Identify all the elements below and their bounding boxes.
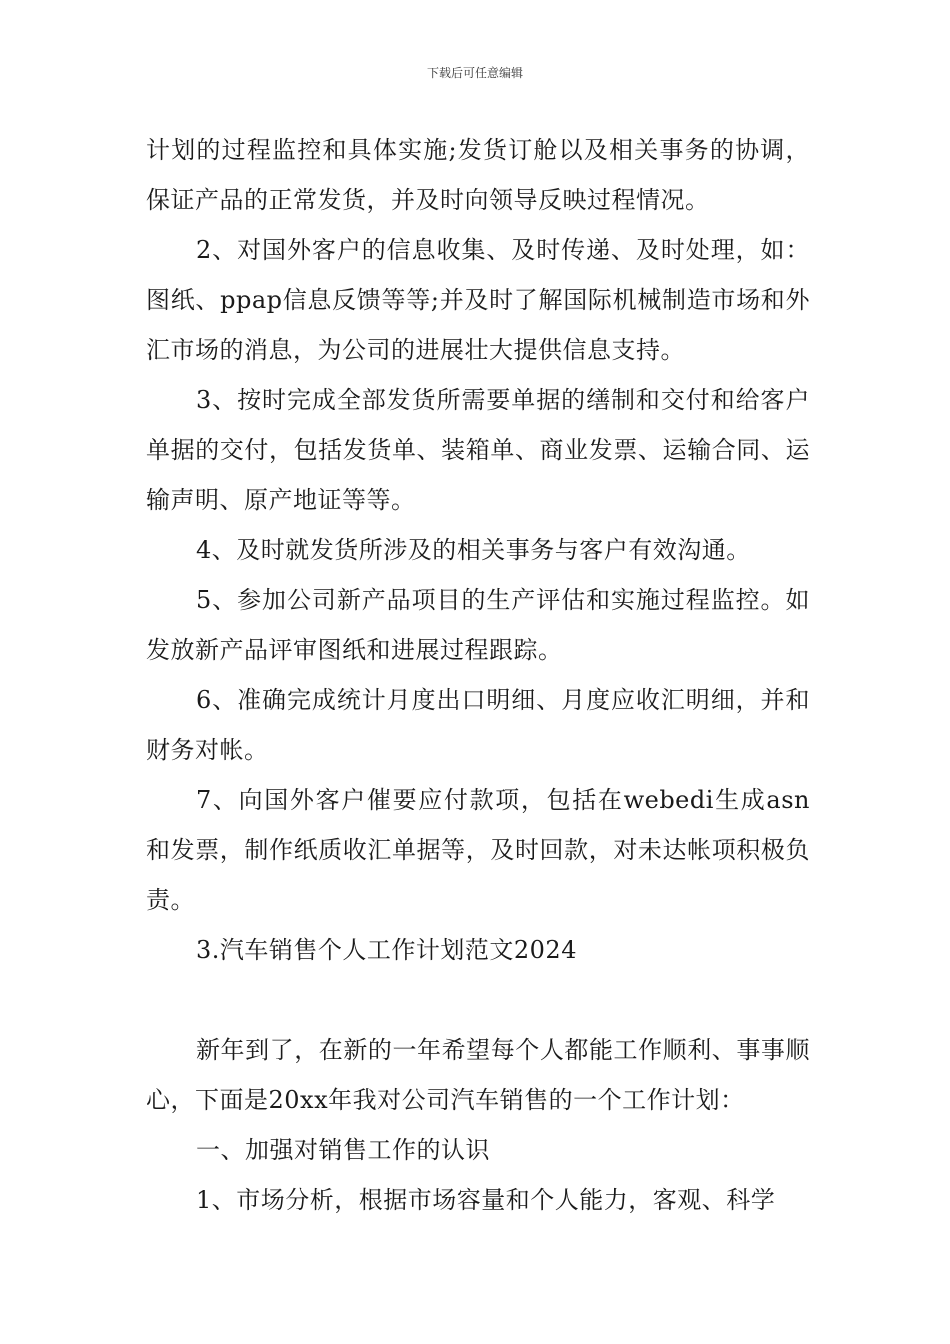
- list-item-1: 1、市场分析，根据市场容量和个人能力，客观、科学: [196, 1186, 776, 1214]
- list-item-7: 7、向国外客户催要应付款项，包括在webedi生成asn和发票，制作纸质收汇单据等，及时回款，对未达帐项积极负责。: [146, 786, 810, 914]
- document-body: [146, 125, 810, 1225]
- paragraph-continuation: 计划的过程监控和具体实施;发货订舱以及相关事务的协调，保证产品的正常发货，并及时向领导反映过程情况。: [146, 136, 810, 214]
- page-header: 下载后可任意编辑: [426, 66, 523, 80]
- list-item-2: 2、对国外客户的信息收集、及时传递、及时处理，如：图纸、ppap信息反馈等等;并及时了解国际机械制造市场和外汇市场的消息，为公司的进展壮大提供信息支持。: [146, 236, 810, 364]
- list-item-3: 3、按时完成全部发货所需要单据的缮制和交付和给客户单据的交付，包括发货单、装箱单、商业发票、运输合同、运输声明、原产地证等等。: [146, 386, 810, 514]
- list-item-4: 4、及时就发货所涉及的相关事务与客户有效沟通。: [196, 536, 751, 564]
- intro-paragraph: 新年到了，在新的一年希望每个人都能工作顺利、事事顺心，下面是20xx年我对公司汽车销售的一个工作计划：: [146, 1036, 810, 1114]
- blank-line: [146, 975, 810, 1025]
- section-heading: 3.汽车销售个人工作计划范文2024: [196, 936, 577, 964]
- list-item-6: 6、准确完成统计月度出口明细、月度应收汇明细，并和财务对帐。: [146, 686, 810, 764]
- list-item-5: 5、参加公司新产品项目的生产评估和实施过程监控。如发放新产品评审图纸和进展过程跟踪。: [146, 586, 810, 664]
- subsection-heading: 一、加强对销售工作的认识: [196, 1136, 490, 1164]
